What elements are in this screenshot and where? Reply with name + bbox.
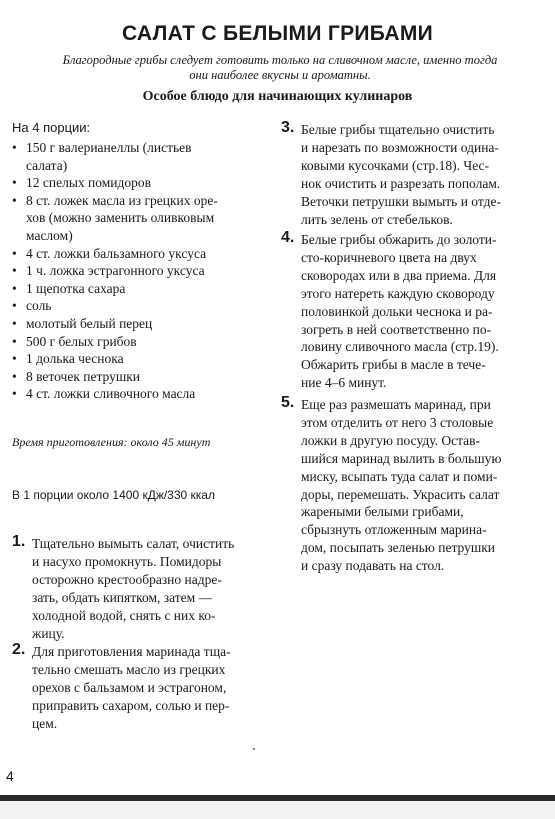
bottom-shadow [0, 801, 555, 819]
intro-line-2: они наиболее вкусны и ароматны. [189, 68, 371, 82]
energy-value: В 1 порции около 1400 кДж/330 ккал [12, 488, 215, 502]
bullet-icon: • [12, 245, 17, 261]
ingredient-text: 500 г белых грибов [26, 333, 137, 349]
step-number: 2. [12, 641, 26, 658]
ingredient-item [12, 385, 274, 403]
intro-text [30, 53, 530, 83]
ingredient-item [12, 333, 274, 351]
step-text: Белые грибы обжарить до золоти- сто-коричневого цвета на двух сковородах или в два приема. Для этого натереть каждую сковороду половинкой дольки чеснока и ра- зогреть в ней соответственно по- ловину сливочного масла (стр.19). Обжарить грибы в масле в тече- ние 4–6 минут. [301, 232, 499, 391]
ingredient-item [12, 315, 274, 333]
bullet-icon: • [12, 263, 17, 279]
ingredient-item [12, 139, 274, 174]
bullet-icon: • [12, 175, 17, 191]
page-number: 4 [6, 768, 14, 784]
ingredient-text: 4 ст. ложки сливочного масла [26, 386, 196, 402]
bullet-icon: • [12, 386, 17, 402]
step-text: Еще раз размешать маринад, при этом отделить от него 3 столовые ложки в другую посуду. Остав- шийся маринад вылить в большую миску, всыпать туда салат и поми- доры, перемешать. Украсить салат жареными белыми грибами, сбрызнуть отложенным марина- дом, посыпать зеленью петрушки и сразу подавать на стол. [301, 397, 502, 574]
ingredient-text: 150 г валерианеллы (листьев салата) [26, 140, 192, 173]
servings-label: На 4 порции: [12, 120, 91, 135]
ingredient-text: 12 спелых помидоров [26, 175, 151, 191]
ingredient-item [12, 174, 274, 192]
bullet-icon: • [12, 280, 17, 296]
step-number: 4. [281, 229, 295, 246]
step-number: 5. [281, 394, 295, 411]
step-text: Для приготовления маринада тща- тельно смешать масло из грецких орехов с бальзамом и эстрагоном, приправить сахаром, солью и пер- цем. [32, 644, 231, 731]
bullet-icon: • [12, 315, 17, 331]
step-3 [281, 121, 551, 228]
ingredient-item [12, 262, 274, 280]
ingredient-text: 4 ст. ложки бальзамного уксуса [26, 245, 207, 261]
ingredient-text: соль [26, 298, 52, 314]
ingredient-item [12, 297, 274, 315]
step-number: 1. [12, 533, 26, 550]
ingredient-text: 1 ч. ложка эстрагонного уксуса [26, 263, 205, 279]
ingredient-text: 1 долька чеснока [26, 351, 124, 367]
ingredient-item [12, 350, 274, 368]
recipe-subtitle: Особое блюдо для начинающих кулинаров [142, 89, 413, 104]
ingredient-list [12, 139, 274, 403]
bullet-icon: • [12, 140, 17, 155]
step-text: Белые грибы тщательно очистить и нарезать по возможности одина- ковыми кусочками (стр.18). Чес- нок очистить и разрезать пополам. Веточки петрушки вымыть и отде- лить зелень от стебельков. [301, 122, 501, 227]
step-5 [281, 396, 551, 575]
step-text: Тщательно вымыть салат, очистить и насухо промокнуть. Помидоры осторожно крестообразно надре- зать, обдать кипятком, затем — холодной водой, снять с них ко- жицу. [32, 536, 235, 641]
bullet-icon: • [12, 298, 17, 314]
ingredient-item [12, 192, 274, 245]
ingredient-text: молотый белый перец [26, 315, 153, 331]
recipe-title: САЛАТ С БЕЛЫМИ ГРИБАМИ [121, 22, 434, 45]
ingredient-item [12, 368, 274, 386]
ingredient-item [12, 280, 274, 298]
speck-mark [253, 748, 255, 750]
intro-line-1: Благородные грибы следует готовить только на сливочном масле, именно тогда [62, 53, 498, 67]
step-1 [12, 535, 274, 642]
bullet-icon: • [12, 368, 17, 384]
bullet-icon: • [12, 333, 17, 349]
bullet-icon: • [12, 192, 17, 208]
ingredient-text: 1 щепотка сахара [26, 280, 126, 296]
step-number: 3. [281, 119, 295, 136]
ingredient-text: 8 ст. ложек масла из грецких оре- хов (можно заменить оливковым маслом) [26, 192, 218, 243]
step-4 [281, 231, 551, 392]
bullet-icon: • [12, 351, 17, 367]
step-2 [12, 643, 274, 733]
ingredient-text: 8 веточек петрушки [26, 368, 141, 384]
ingredient-item [12, 245, 274, 263]
prep-time: Время приготовления: около 45 минут [12, 435, 211, 449]
